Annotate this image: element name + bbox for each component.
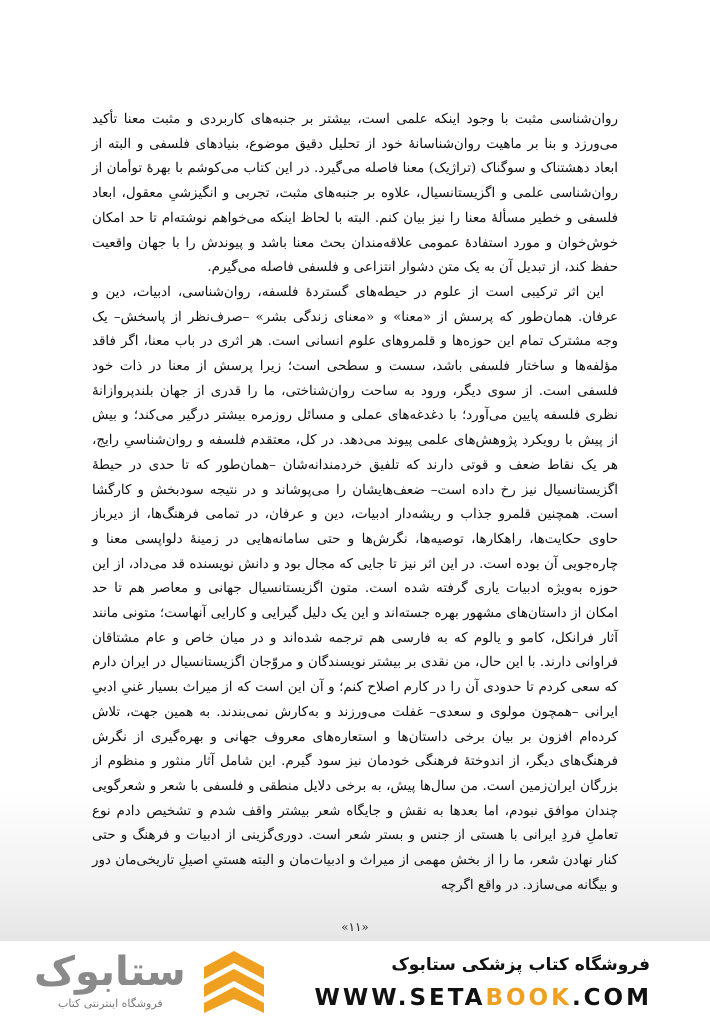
page-number: «۱۱»	[341, 920, 369, 934]
store-footer	[0, 940, 710, 1024]
paragraph-1: روان‌شناسی مثبت با وجود اینکه علمی است، بیشتر بر جنبه‌های کاربردی و مثبت معنا تأکید می‌ورزد و بنا بر ماهیت روان‌شناسانهٔ خود از تحلیل دقیق موضوع، بنیادهای فلسفی و البته از ابعاد دهشتناک و سوگناک (تراژیک) معنا فاصله می‌گیرد. در این کتاب می‌کوشم با بهرهٔ توأمان از روان‌شناسی علمی و اگزیستانسیال، علاوه بر جنبه‌های مثبت، تجربی و انگیزشیِ معقول، ابعاد فلسفی و خطیر مسألهٔ معنا را نیز بیان کنم. البته با لحاظ اینکه می‌خواهم نوشته‌ام تا حد امکان خوش‌خوان و مورد استفادهٔ عمومی علاقه‌مندان بحث معنا باشد و پیوندش را با جهان واقعیت حفظ کند، از تبدیل آن به یک متن دشوار انتزاعی و فلسفی فاصله می‌گیرم.	[92, 112, 618, 276]
store-logo[interactable]	[18, 947, 278, 1019]
paragraph-2: این اثر ترکیبی است از علوم در حیطه‌های گستردهٔ فلسفه، روان‌شناسی، ادبیات، دین و عرفان. همان‌طور که پرسش از «معنا» و «معنای زندگی بشر» –صرف‌نظر از پاسخش– یک وجه مشترک تمام این حوزه‌ها و قلمروهای علوم انسانی است. هر اثری در باب معنا، اگر فاقد مؤلفه‌ها و ساختار فلسفی باشد، سست و سطحی است؛ زیرا پرسش از معنا در ذات خود فلسفی است. از سوی دیگر، ورود به ساحت روان‌شناختی، ما را قدری از جهان بلندپروازانهٔ نظری فلسفه پایین می‌آورد؛ با دغدغه‌های عملی و مسائل روزمره بیشتر درگیر می‌کند؛ و بیش از پیش با رویکرد پژوهش‌های علمی پیوند می‌دهد. در کل، معتقدم فلسفه و روان‌شناسیِ رایج، هر یک نقاط ضعف و قوتی دارند که تلفیق خردمندانه‌شان –همان‌طور که تا حدی در حیطهٔ اگزیستانسیال نیز رخ داده است– ضعف‌هایشان را می‌پوشاند و در نتیجه سودبخش و کارگشا است. همچنین قلمرو جذاب و ریشه‌دار ادبیات، دین و عرفان، در تمامی فرهنگ‌ها، از دیرباز حاوی حکایت‌ها، راهکارها، توصیه‌ها، نگرش‌ها و حتی سامانه‌هایی در زمینهٔ دلواپسی معنا و چاره‌جویی آن بوده است. در این اثر نیز تا جایی که مجال بود و دانش نویسنده قد می‌داد، از این حوزه به‌ویژه ادبیات یاری گرفته شده است. متون اگزیستانسیال جهانی و معاصر هم تا حد امکان از داستان‌های مشهور بهره جسته‌اند و این یک دلیل گیرایی و کارایی آنهاست؛ متونی مانند آثار فرانکل، کامو و یالوم که به فارسی هم ترجمه شده‌اند و در میان خاص و عام مشتاقان فراوانی دارند. با این حال، من نقدی بر بیشتر نویسندگان و مروّجان اگزیستانسیال در ایران دارم که سعی کردم تا حدودی آن را در کارم اصلاح کنم؛ و آن این است که از میراث بسیار غنیِ ادبیِ ایرانی –همچون مولوی و سعدی– غفلت می‌ورزند و به‌کارش نمی‌بندند. به همین جهت، تلاش کرده‌ام افزون بر بیان برخی داستان‌ها و استعاره‌های معروف جهانی و بهره‌گیری از نگرش فرهنگ‌های دیگر، از اندوختهٔ فرهنگی خودمان نیز سود گیرم. این شامل آثار منثور و منظوم از بزرگان ایران‌زمین است. من سال‌ها پیش، به برخی دلایل منطقی و فلسفی با شعر و شعرگویی چندان موافق نبودم، اما بعدها به نقش و جایگاه شعر بیشتر واقف شدم و تشخیص دادم نوع تعاملِ فردِ ایرانی با هستی از جنس و بستر شعر است. دوری‌گزینی از ادبیات و فرهنگ و حتی کنار نهادن شعر، ما را از بخش مهمی از میراث و ادبیات‌مان و البته هستیِ اصیلِ تاریخی‌مان دور و بیگانه می‌سازد. در واقع اگرچه	[92, 284, 618, 893]
url-accent: BOOK	[485, 985, 572, 1011]
body-text	[92, 108, 618, 899]
store-name: فروشگاه کتاب پزشکی ستابوک	[391, 955, 650, 975]
store-url[interactable]	[315, 985, 652, 1011]
logo-wordmark: ستابوک	[34, 949, 186, 995]
book-chevron-icon	[202, 949, 266, 1015]
url-suffix: .COM	[571, 985, 652, 1011]
logo-tagline: فروشگاه اینترنتی کتاب	[58, 997, 163, 1010]
url-prefix: WWW.SETA	[314, 985, 486, 1011]
